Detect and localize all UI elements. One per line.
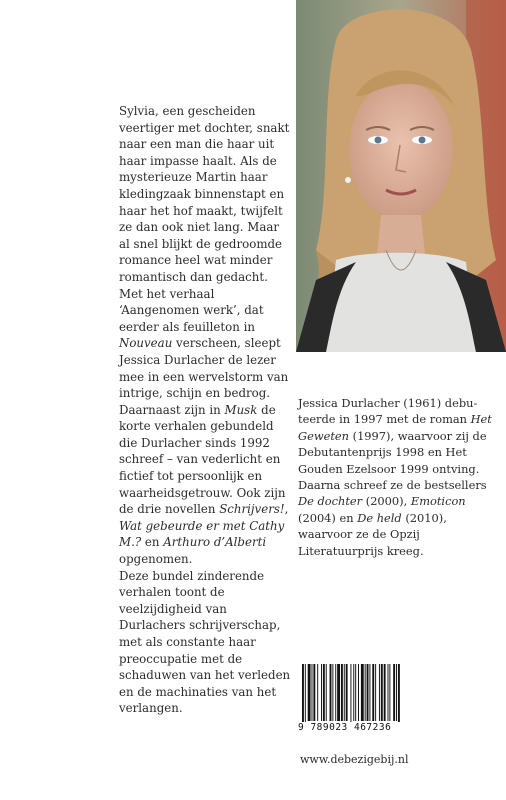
barcode-bar: [389, 664, 390, 721]
barcode-bar: [375, 664, 376, 721]
author-bio-paragraph: Jessica Durlacher (1961) debuteerde in 1997 met de roman Het Geweten (1997), waarvoor zij de Debutantenprijs 1998 en Het Gouden Ezelsoor 1999 ontving. Daarna schreef ze de bestsellers De dochter (2000), Emoticon (2004) en De held (2010), waarvoor ze de Opzij Literatuurprijs kreeg.: [298, 396, 492, 558]
barcode-bar: [305, 664, 306, 726]
isbn-number: 9 789023 467236: [298, 722, 430, 733]
barcode-bar: [388, 664, 389, 721]
barcode-bar: [367, 664, 369, 721]
author-bio: [298, 395, 494, 559]
barcode-bar: [323, 664, 325, 721]
barcode-bar: [302, 664, 304, 726]
barcode-bar: [337, 664, 340, 721]
barcode-bar: [344, 664, 345, 721]
barcode-bar: [317, 664, 318, 721]
barcode-bar: [398, 664, 400, 726]
barcode-bar: [358, 664, 359, 721]
barcode-bar: [355, 664, 356, 721]
barcode-bar: [330, 664, 332, 721]
barcode-bar: [350, 664, 351, 726]
blurb-paragraph-1: Sylvia, een gescheiden veertiger met dochter, snakt naar een man die haar uit haar impasse haalt. Als de mysterieuze Martin haar kledingzaak binnenstapt en haar het hof maakt, twijfelt ze dan ook niet lang. Maar al snel blijkt de gedroomde romance heel wat minder romantisch dan gedacht. Met het verhaal ‘Aangenomen werk’, dat eerder als feuilleton in Nouveau verscheen, sleept Jessica Durlacher de lezer mee in een wervelstorm van intrige, schijn en bedrog.: [119, 104, 290, 401]
barcode-bar: [335, 664, 336, 721]
barcode-bar: [369, 664, 370, 721]
barcode-bar: [353, 664, 354, 721]
barcode-bar: [393, 664, 395, 721]
author-photo: [296, 0, 506, 352]
barcode-bar: [361, 664, 364, 721]
barcode-bar: [312, 664, 313, 721]
barcode-bar: [326, 664, 327, 721]
barcode-bar: [381, 664, 383, 721]
barcode-bar: [321, 664, 322, 721]
publisher-website: www.debezigebij.nl: [300, 753, 409, 766]
barcode-bar: [396, 664, 397, 721]
barcode-bar: [384, 664, 386, 721]
barcode-bar: [332, 664, 333, 721]
barcode-bar: [341, 664, 343, 721]
barcode-bar: [372, 664, 374, 721]
barcode-bar: [313, 664, 315, 721]
blurb-paragraph-2: Daarnaast zijn in Musk de korte verhalen gebundeld die Durlacher sinds 1992 schreef – van vederlicht en fictief tot persoonlijk en waarheidsgetrouw. Ook zijn de drie novellen Schrijvers!, Wat gebeurde er met Cathy M.? en Arthuro d’Alberti opgenomen.: [119, 402, 289, 567]
barcode-bar: [346, 664, 348, 721]
barcode-bar: [308, 664, 311, 721]
barcode-bar: [379, 664, 380, 721]
blurb-text: [119, 103, 291, 717]
barcode-bar: [365, 664, 366, 721]
blurb-paragraph-3: Deze bundel zinderende verhalen toont de veelzijdigheid van Durlachers schrijverschap, met als constante haar preoccupatie met de schaduwen van het verleden en de machinaties van het verlangen.: [119, 568, 291, 716]
